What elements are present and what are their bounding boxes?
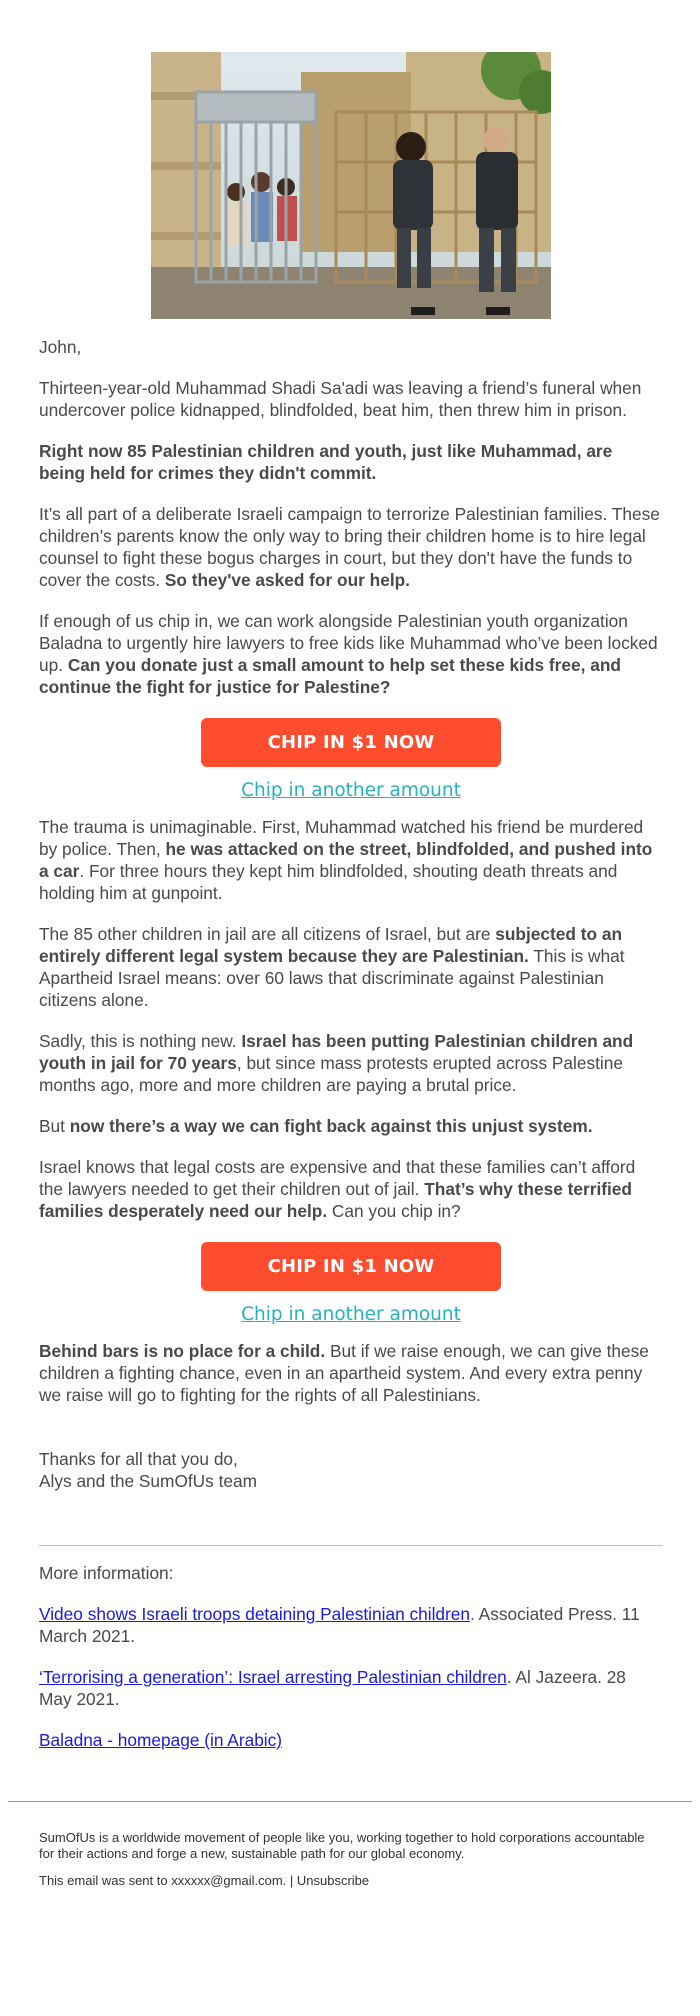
reference-3-link[interactable]: Baladna - homepage (in Arabic) — [39, 1730, 283, 1750]
chip-in-button-1[interactable]: CHIP IN $1 NOW — [201, 718, 501, 767]
hero-photo — [151, 52, 551, 319]
reference-2-source: . Al Jazeera. 28 May 2021. — [39, 1667, 626, 1709]
reference-1-link[interactable]: Video shows Israeli troops detaining Palestinian children — [39, 1604, 471, 1624]
footer-sent-to: This email was sent to xxxxxx@gmail.com. | Unsubscribe — [39, 1873, 370, 1888]
paragraph-5-text-a: The trauma is unimaginable. First, Muhammad watched his friend be murdered by police. Then, — [39, 817, 644, 859]
paragraph-1: Thirteen-year-old Muhammad Shadi Sa'adi was leaving a friend’s funeral when undercover police kidnapped, blindfolded, beat him, then threw him in prison. — [39, 378, 642, 420]
paragraph-6-bold: subjected to an entirely different legal system because they are Palestinian. — [39, 924, 623, 966]
paragraph-6-text-b: This is what Apartheid Israel means: over 60 laws that discriminate against Palestinian citizens alone. — [39, 946, 625, 1010]
paragraph-8-text-a: But — [39, 1116, 70, 1136]
paragraph-7-text-a: Sadly, this is nothing new. — [39, 1031, 242, 1051]
greeting: John, — [39, 337, 82, 357]
reference-1 — [39, 1603, 663, 1647]
chip-in-another-amount-link-1[interactable]: Chip in another amount — [241, 780, 461, 801]
footer-about: SumOfUs is a worldwide movement of people like you, working together to hold corporations accountable for their actions and forge a new, sustainable path for our global economy. — [39, 1830, 645, 1861]
reference-3 — [39, 1729, 663, 1751]
paragraph-9 — [39, 1156, 663, 1222]
paragraph-4-bold: Can you donate just a small amount to help set these kids free, and continue the fight for justice for Palestine? — [39, 655, 621, 697]
paragraph-4-text: If enough of us chip in, we can work alongside Palestinian youth organization Baladna to urgently hire lawyers to free kids like Muhammad who’ve been locked up. — [39, 611, 658, 675]
paragraph-2 — [39, 440, 663, 484]
signoff — [39, 1448, 663, 1492]
paragraph-3-text: It’s all part of a deliberate Israeli campaign to terrorize Palestinian families. These children’s parents know the only way to bring their children home is to hire legal counsel to fight these bogus charges in court, but they don't have the funds to cover the costs. — [39, 504, 660, 590]
signoff-line-1: Thanks for all that you do, — [39, 1449, 238, 1469]
paragraph-7-bold: Israel has been putting Palestinian children and youth in jail for 70 years — [39, 1031, 634, 1073]
more-information — [39, 1562, 663, 1751]
email-body — [39, 336, 663, 1492]
reference-2 — [39, 1666, 663, 1710]
paragraph-7-text-b: , but since mass protests erupted across Palestine months ago, more and more children are paying a brutal price. — [39, 1053, 623, 1095]
more-info-label: More information: — [39, 1563, 174, 1583]
paragraph-2-bold: Right now 85 Palestinian children and youth, just like Muhammad, are being held for crimes they didn't commit. — [39, 441, 613, 483]
reference-1-source: . Associated Press. 11 March 2021. — [39, 1604, 640, 1646]
divider — [39, 1545, 663, 1546]
footer — [39, 1830, 659, 1889]
paragraph-10 — [39, 1340, 663, 1406]
chip-in-another-amount-link-2[interactable]: Chip in another amount — [241, 1304, 461, 1325]
paragraph-5 — [39, 816, 663, 904]
footer-divider — [8, 1801, 692, 1802]
paragraph-4 — [39, 610, 663, 698]
paragraph-8 — [39, 1115, 663, 1137]
paragraph-5-bold: he was attacked on the street, blindfolded, and pushed into a car — [39, 839, 653, 881]
paragraph-9-bold: That’s why these terrified families desperately need our help. — [39, 1179, 632, 1221]
paragraph-3 — [39, 503, 663, 591]
paragraph-9-text-b: Can you chip in? — [327, 1201, 461, 1221]
reference-2-link[interactable]: ‘Terrorising a generation’: Israel arresting Palestinian children — [39, 1667, 507, 1687]
paragraph-5-text-b: . For three hours they kept him blindfolded, shouting death threats and holding him at gunpoint. — [39, 861, 618, 903]
signoff-line-2: Alys and the SumOfUs team — [39, 1471, 258, 1491]
chip-in-button-2[interactable]: CHIP IN $1 NOW — [201, 1242, 501, 1291]
paragraph-7 — [39, 1030, 663, 1096]
paragraph-8-bold: now there’s a way we can fight back against this unjust system. — [69, 1116, 593, 1136]
paragraph-6-text-a: The 85 other children in jail are all citizens of Israel, but are — [39, 924, 496, 944]
paragraph-9-text-a: Israel knows that legal costs are expensive and that these families can’t afford the lawyers needed to get their children out of jail. — [39, 1157, 636, 1199]
paragraph-10-text: But if we raise enough, we can give these children a fighting chance, even in an apartheid system. And every extra penny we raise will go to fighting for the rights of all Palestinians. — [39, 1341, 649, 1405]
paragraph-10-bold: Behind bars is no place for a child. — [39, 1341, 326, 1361]
paragraph-3-bold: So they've asked for our help. — [164, 570, 410, 590]
paragraph-6 — [39, 923, 663, 1011]
